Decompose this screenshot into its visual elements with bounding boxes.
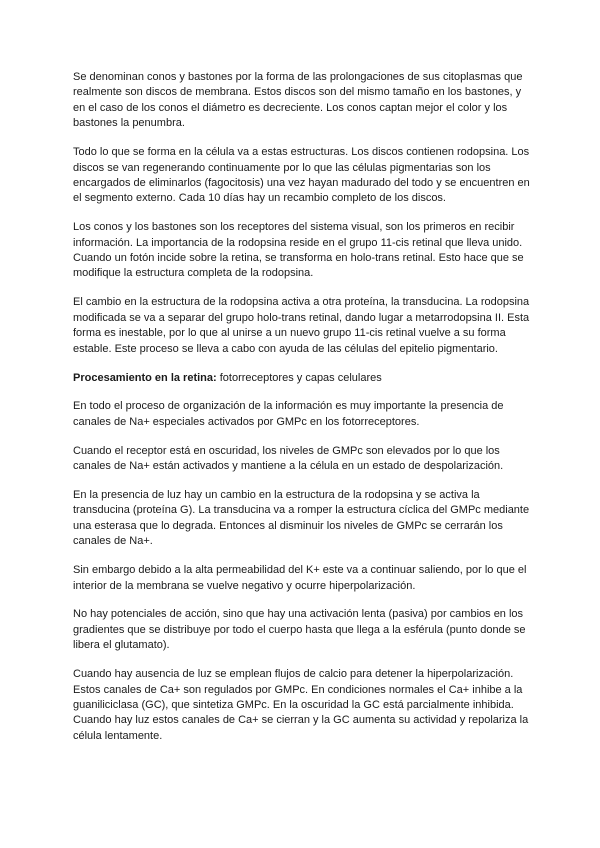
paragraph-flujos-calcio: Cuando hay ausencia de luz se emplean flujos de calcio para detener la hiperpolarización. Estos canales de Ca+ son regulados por GMPc. En condiciones normales el Ca+ inhibe a la guaniliciclasa (GC), que sintetiza GMPc. En la oscuridad la GC está parcialmente inhibida. Cuando hay luz estos canales de Ca+ se cierran y la GC aumenta su actividad y repolariza la célula lentamente.: [73, 668, 529, 742]
section-heading-bold: Procesamiento en la retina:: [73, 371, 217, 384]
paragraph-receptores-visual: Los conos y los bastones son los receptores del sistema visual, son los primeros en recibir información. La importancia de la rodopsina reside en el grupo 11-cis retinal que lleva unido. Cuando un fotón incide sobre la retina, se transforma en holo-trans retinal. Esto hace que se modifique la estructura completa de la rodopsina.: [73, 221, 524, 280]
paragraph-presencia-luz: En la presencia de luz hay un cambio en la estructura de la rodopsina y se activa la transducina (proteína G). La transducina va a romper la estructura cíclica del GMPc mediante una esterasa que lo degrada. Entonces al disminuir los niveles de GMPc se cerrarán los canales de Na+.: [73, 489, 530, 548]
document-body: [73, 70, 535, 758]
paragraph-conos-bastones: Se denominan conos y bastones por la forma de las prolongaciones de sus citoplasmas que realmente son discos de membrana. Estos discos son del mismo tamaño en los bastones, y en el caso de los conos el diámetro es decreciente. Los conos captan mejor el color y los bastones la penumbra.: [73, 71, 523, 130]
section-heading: [73, 371, 535, 386]
paragraph-permeabilidad-k: Sin embargo debido a la alta permeabilidad del K+ este va a continuar saliendo, por lo que el interior de la membrana se vuelve negativo y ocurre hiperpolarización.: [73, 564, 527, 592]
section-heading-rest: fotorreceptores y capas celulares: [216, 371, 382, 384]
paragraph-potenciales-accion: No hay potenciales de acción, sino que hay una activación lenta (pasiva) por cambios en los gradientes que se distribuye por todo el cuerpo hasta que llega a la esférula (punto donde se libera el glutamato).: [73, 608, 526, 652]
paragraph-discos-rodopsina: Todo lo que se forma en la célula va a estas estructuras. Los discos contienen rodopsina. Los discos se van regenerando continuamente por lo que las células pigmentarias son los encargados de eliminarlos (fagocitosis) una vez hayan madurado del todo y se encuentren en el segmento externo. Cada 10 días hay un recambio completo de los discos.: [73, 146, 530, 205]
paragraph-oscuridad: Cuando el receptor está en oscuridad, los niveles de GMPc son elevados por lo que los canales de Na+ están activados y mantiene a la célula en un estado de despolarización.: [73, 444, 504, 473]
paragraph-canales-na: En todo el proceso de organización de la información es muy importante la presencia de canales de Na+ especiales activados por GMPc en los fotorreceptores.: [73, 400, 504, 428]
paragraph-transducina: El cambio en la estructura de la rodopsina activa a otra proteína, la transducina. La rodopsina modificada se va a separar del grupo holo-trans retinal, dando lugar a metarrodopsina II. Esta forma es inestable, por lo que al unirse a un nuevo grupo 11-cis retinal vuelve a su forma estable. Este proceso se lleva a cabo con ayuda de las células del epitelio pigmentario.: [73, 296, 530, 355]
